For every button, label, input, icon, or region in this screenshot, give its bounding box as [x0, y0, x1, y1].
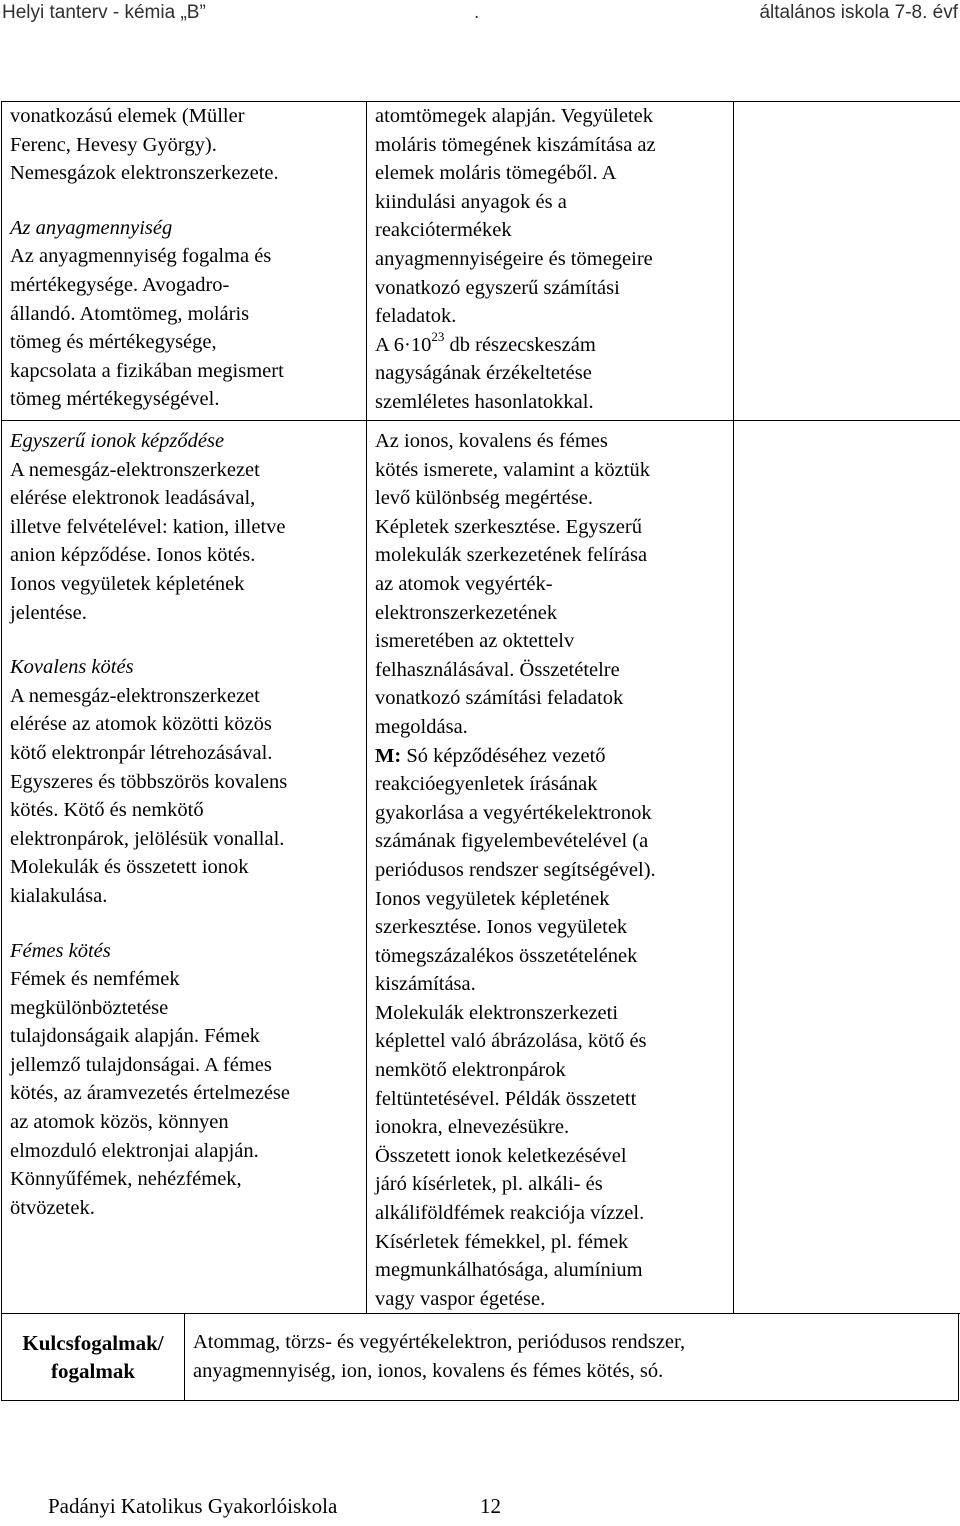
text-line: A nemesgáz-elektronszerkezet: [10, 684, 260, 707]
content-cell: [2, 102, 367, 421]
text-line: az atomok közös, könnyen: [10, 1111, 229, 1134]
text-line: periódusos rendszer segítségével).: [375, 858, 656, 881]
m-label: M:: [375, 744, 402, 767]
text-line: elérése az atomok közötti közös: [10, 713, 272, 736]
page-footer: [48, 1494, 501, 1519]
text-line: kötés ismerete, valamint a köztük: [375, 458, 650, 481]
text-line: atomtömegek alapján. Vegyületek: [375, 105, 653, 127]
text-line: elektronpárok, jelölésük vonallal.: [10, 827, 285, 850]
text-line: Az anyagmennyiség fogalma és: [10, 245, 272, 268]
header-title: Helyi tanterv - kémia „B”: [2, 2, 206, 23]
page-number: 12: [480, 1494, 501, 1518]
text-line: kötő elektronpár létrehozásával.: [10, 741, 273, 764]
text-line: tulajdonságaik alapján. Fémek: [10, 1025, 260, 1048]
text-line: levő különbség megértése.: [375, 487, 594, 510]
text-line: molekulák szerkezetének felírása: [375, 544, 648, 567]
text-span: db részecskeszám: [444, 333, 596, 356]
text-line: jellemző tulajdonságai. A fémes: [10, 1053, 272, 1076]
text-line: kiszámítása.: [375, 973, 476, 996]
text-line: kialakulása.: [10, 884, 108, 907]
text-line: tömeg és mértékegysége,: [10, 331, 217, 354]
exponent: 23: [431, 328, 445, 344]
text-line: Ionos vegyületek képletének: [375, 887, 610, 910]
text-line: ionokra, elnevezésükre.: [375, 1116, 570, 1139]
section-title: Fémes kötés: [10, 939, 111, 962]
text-line: nagyságának érzékeltetése: [375, 362, 592, 385]
text-line: feltüntetésével. Példák összetett: [375, 1087, 637, 1110]
text-line: elektronszerkezetének: [375, 601, 558, 624]
text-line: Ferenc, Hevesy György).: [10, 133, 217, 156]
text-line: Képletek szerkesztése. Egyszerű: [375, 515, 642, 538]
text-line: ismeretében az oktettelv: [375, 630, 575, 653]
activity-cell: [367, 421, 734, 1314]
text-line: Könnyűfémek, nehézfémek,: [10, 1168, 242, 1191]
text-line: tömeg mértékegységével.: [10, 388, 220, 411]
keywords-label: [2, 1313, 185, 1400]
text-line: kiindulási anyagok és a: [375, 190, 567, 213]
table-row: [2, 102, 960, 421]
text-line: vonatkozó számítási feladatok: [375, 687, 624, 710]
text-line: jelentése.: [10, 601, 87, 624]
keywords-table: [1, 1313, 959, 1401]
text-line: anyagmennyiség, ion, ionos, kovalens és fémes kötés, só.: [193, 1359, 664, 1382]
text-line: Kísérletek fémekkel, pl. fémek: [375, 1230, 629, 1253]
text-span: Só képződéséhez vezető: [401, 744, 606, 767]
text-line: vonatkozó egyszerű számítási: [375, 276, 620, 299]
text-line: Ionos vegyületek képletének: [10, 572, 245, 595]
text-line: illetve felvételével: kation, illetve: [10, 515, 286, 538]
content-cell: [2, 421, 367, 1314]
text-line: számának figyelembevételével (a: [375, 830, 649, 853]
section-title: Az anyagmennyiség: [10, 216, 173, 239]
avogadro-line: [375, 328, 729, 360]
text-line: nemkötő elektronpárok: [375, 1059, 566, 1082]
text-line: szemléletes hasonlatokkal.: [375, 390, 594, 413]
text-line: felhasználásával. Összetételre: [375, 658, 620, 681]
text-line: elérése elektronok leadásával,: [10, 487, 256, 510]
text-line: anion képződése. Ionos kötés.: [10, 544, 256, 567]
text-line: elmozduló elektronjai alapján.: [10, 1139, 259, 1162]
text-line: Fémek és nemfémek: [10, 968, 180, 991]
page-header: [0, 0, 960, 36]
text-line: A nemesgáz-elektronszerkezet: [10, 458, 260, 481]
text-line: fogalmak: [51, 1358, 135, 1383]
text-line: kötés, az áramvezetés értelmezése: [10, 1082, 290, 1105]
footer-school: Padányi Katolikus Gyakorlóiskola: [48, 1494, 338, 1518]
header-center: .: [474, 2, 480, 23]
curriculum-table: [1, 101, 960, 1314]
text-line: megkülönböztetése: [10, 996, 169, 1019]
empty-cell: [734, 102, 960, 421]
text-line: Egyszeres és többszörös kovalens: [10, 770, 288, 793]
text-block: [10, 102, 362, 188]
text-line: Molekulák elektronszerkezeti: [375, 1001, 619, 1024]
header-school-type: általános iskola 7-8. évf: [759, 2, 958, 23]
text-line: vagy vaspor égetése.: [375, 1287, 546, 1310]
text-line: az atomok vegyérték-: [375, 572, 553, 595]
text-line: gyakorlása a vegyértékelektronok: [375, 801, 652, 824]
text-line: reakcióegyenletek írásának: [375, 773, 598, 796]
text-line: Molekulák és összetett ionok: [10, 856, 249, 879]
text-line: megoldása.: [375, 715, 468, 738]
text-line: Atommag, törzs- és vegyértékelektron, periódusos rendszer,: [193, 1330, 686, 1353]
section-title: Egyszerű ionok képződése: [10, 430, 225, 452]
text-line: mértékegysége. Avogadro-: [10, 273, 230, 296]
text-line: állandó. Atomtömeg, moláris: [10, 302, 250, 325]
text-line: moláris tömegének kiszámítása az: [375, 133, 656, 156]
text-line: képlettel való ábrázolása, kötő és: [375, 1030, 647, 1053]
text-line: Összetett ionok keletkezésével: [375, 1144, 627, 1167]
keywords-text: [185, 1313, 959, 1400]
text-line: reakciótermékek: [375, 219, 512, 242]
activity-cell: [367, 102, 734, 421]
text-line: Nemesgázok elektronszerkezete.: [10, 162, 279, 185]
text-line: Kulcsfogalmak/: [22, 1330, 164, 1355]
text-line: járó kísérletek, pl. alkáli- és: [375, 1173, 603, 1196]
empty-cell: [734, 421, 960, 1314]
text-line: tömegszázalékos összetételének: [375, 944, 638, 967]
text-span: A 6·10: [375, 333, 432, 356]
text-line: megmunkálhatósága, alumínium: [375, 1259, 643, 1282]
table-row: [2, 421, 960, 1314]
section-title: Kovalens kötés: [10, 656, 134, 679]
text-line: Az ionos, kovalens és fémes: [375, 430, 608, 452]
text-line: szerkesztése. Ionos vegyületek: [375, 916, 628, 939]
text-line: kötés. Kötő és nemkötő: [10, 799, 204, 822]
text-line: alkáliföldfémek reakciója vízzel.: [375, 1202, 645, 1225]
text-line: vonatkozású elemek (Müller: [10, 105, 245, 127]
text-line: anyagmennyiségeire és tömegeire: [375, 247, 653, 270]
text-line: kapcsolata a fizikában megismert: [10, 359, 284, 382]
table-row-keywords: [2, 1313, 959, 1400]
text-line: ötvözetek.: [10, 1196, 95, 1219]
text-line: elemek moláris tömegéből. A: [375, 162, 617, 185]
text-line: feladatok.: [375, 305, 457, 328]
m-line: [375, 742, 729, 771]
